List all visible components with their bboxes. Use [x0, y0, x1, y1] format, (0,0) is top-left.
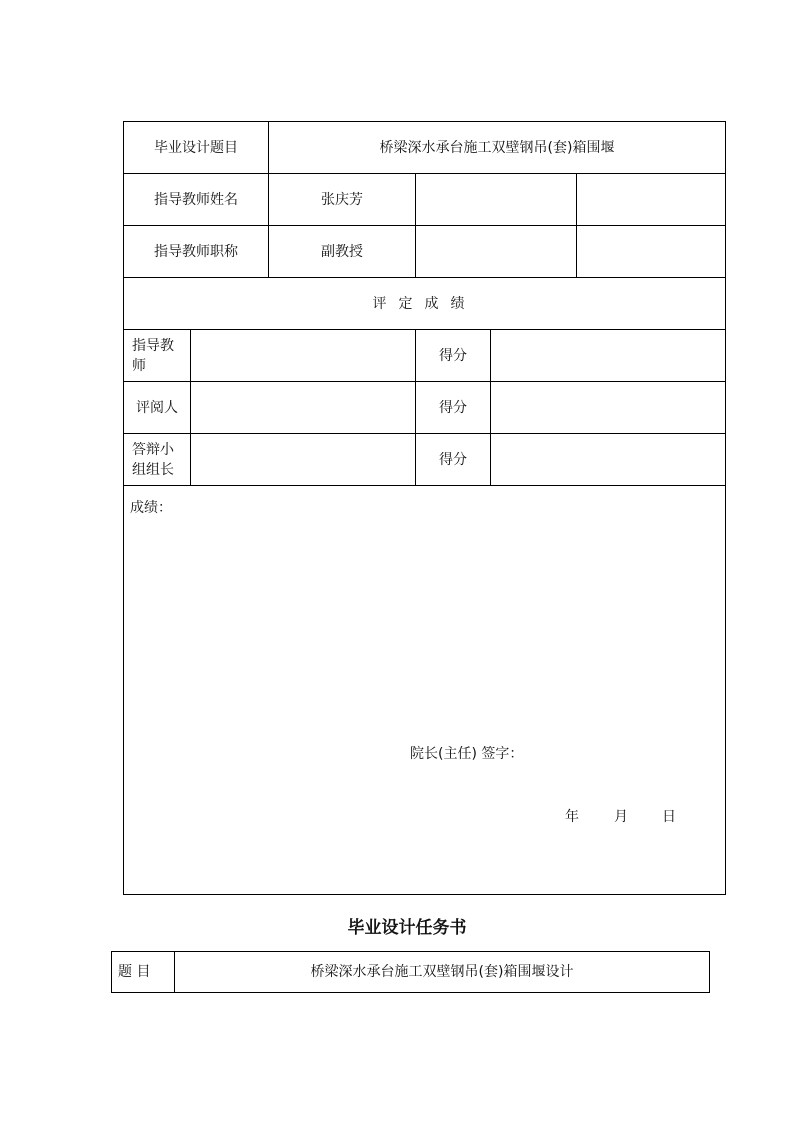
task-topic-row [112, 952, 710, 993]
evaluation-table [123, 121, 726, 895]
advisor-name-value: 张庆芳 [269, 174, 416, 226]
task-book-title: 毕业设计任务书 [347, 918, 467, 938]
defense-score-label: 得分 [416, 434, 491, 486]
reviewer-label: 评阅人 [124, 382, 191, 434]
section-header-text: 评定成绩 [372, 295, 477, 312]
topic-label: 毕业设计题目 [124, 122, 269, 174]
topic-row [124, 122, 726, 174]
advisor-title-value: 副教授 [269, 226, 416, 278]
advisor-title-label: 指导教师职称 [124, 226, 269, 278]
task-topic-label: 题 目 [112, 952, 175, 993]
defense-comment-cell [191, 434, 416, 486]
advisor-score-row [124, 330, 726, 382]
advisor-score-value [491, 330, 726, 382]
advisor-comment-cell [191, 330, 416, 382]
final-grade-cell [124, 486, 726, 895]
date-month-label: 月 [614, 809, 628, 825]
date-year-label: 年 [565, 809, 579, 825]
empty-cell [416, 226, 577, 278]
section-header [124, 278, 726, 330]
task-topic-value: 桥梁深水承台施工双壁钢吊(套)箱围堰设计 [175, 952, 710, 993]
reviewer-score-label: 得分 [416, 382, 491, 434]
reviewer-score-row [124, 382, 726, 434]
topic-value: 桥梁深水承台施工双壁钢吊(套)箱围堰 [269, 122, 726, 174]
advisor-name-row [124, 174, 726, 226]
date-day-label: 日 [662, 809, 676, 825]
defense-leader-label [124, 434, 191, 486]
reviewer-score-value [491, 382, 726, 434]
advisor-label-text: 指导教师 [132, 337, 174, 374]
defense-score-row [124, 434, 726, 486]
advisor-title-row [124, 226, 726, 278]
section-header-row [124, 278, 726, 330]
defense-leader-label-text: 答辩小组组长 [132, 441, 174, 478]
empty-cell [416, 174, 577, 226]
dean-signature-label: 院长(主任) 签字： [410, 746, 524, 762]
task-book-table [111, 951, 710, 993]
grade-label: 成绩： [130, 500, 172, 516]
empty-cell [577, 174, 726, 226]
advisor-score-label: 得分 [416, 330, 491, 382]
final-grade-row [124, 486, 726, 895]
advisor-label [124, 330, 191, 382]
defense-score-value [491, 434, 726, 486]
reviewer-comment-cell [191, 382, 416, 434]
advisor-name-label: 指导教师姓名 [124, 174, 269, 226]
empty-cell [577, 226, 726, 278]
